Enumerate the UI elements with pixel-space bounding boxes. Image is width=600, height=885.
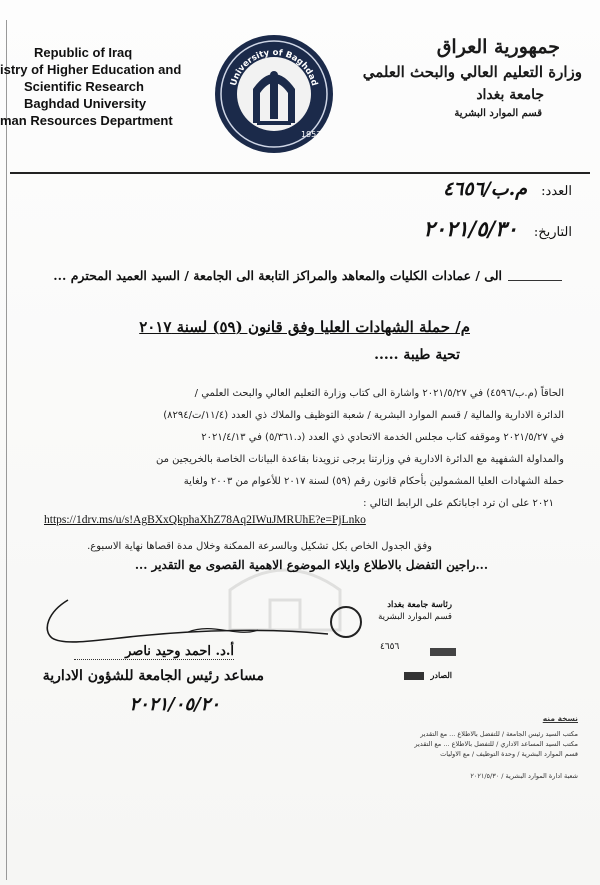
stamp-circle xyxy=(330,606,362,638)
closing-line: ...راجين التفضل بالاطلاع وايلاء الموضوع الاهمية القصوى مع التقدير ... xyxy=(134,558,488,572)
header-english-line: Scientific Research xyxy=(24,79,144,94)
copies-heading: نسخة منه xyxy=(542,714,578,723)
official-stamp xyxy=(330,600,588,696)
copies-block xyxy=(378,714,578,783)
stamp-bar xyxy=(430,648,456,656)
copies-line: شعبة ادارة الموارد البشرية / ٢٠٢١/٥/٣٠ xyxy=(470,772,578,780)
reference-date xyxy=(272,216,572,241)
header-arabic-title: جمهورية العراق xyxy=(436,36,560,58)
header-arabic-ministry: وزارة التعليم العالي والبحث العلمي xyxy=(362,63,582,81)
date-value: ٢٠٢١/٥/٣٠ xyxy=(423,216,518,241)
reference-number xyxy=(272,178,572,200)
header-arabic-university: جامعة بغداد xyxy=(476,87,544,103)
body-line: حملة الشهادات العليا المشمولين بأحكام قانون رقم (٥٩) لسنة ٢٠١٧ للأعوام من ٢٠٠٣ ولغاية xyxy=(183,476,564,487)
recipient-leader-line xyxy=(508,280,562,281)
header-english-line: Republic of Iraq xyxy=(34,45,133,60)
subject: م/ حملة الشهادات العليا وفق قانون (٥٩) لسنة ٢٠١٧ xyxy=(139,318,470,336)
stamp-blot xyxy=(404,672,424,680)
header-divider xyxy=(10,172,590,174)
body-line: والمداولة الشفهية مع الدائرة الادارية في وزارتنا يرجى تزويدنا بقاعدة البيانات الخاصة بالخريجين من xyxy=(156,454,564,465)
copies-line: قسم الموارد البشرية / وحدة التوظيف / مع الاوليات xyxy=(440,750,578,758)
header-english-line: istry of Higher Education and xyxy=(0,62,182,77)
header-english-line: Baghdad University xyxy=(24,96,147,111)
letter-body xyxy=(34,383,564,515)
copies-line: مكتب السيد رئيس الجامعة / للتفضل بالاطلاع ... مع التقدير xyxy=(420,730,578,738)
arabic-header xyxy=(352,34,582,122)
stamp-line: رئاسة جامعة بغداد xyxy=(387,600,452,610)
form-link[interactable]: https://1drv.ms/u/s!AgBXxQkphaXhZ78Aq2IWuJMRUhE?e=PjLnko xyxy=(44,514,366,526)
english-header xyxy=(0,44,200,129)
signatory-name: أ.د. احمد وحيد ناصر xyxy=(74,644,234,660)
body-line: الدائرة الادارية والمالية / قسم الموارد البشرية / شعبة التوظيف والملاك ذي العدد (١١/٤/ت/٨٢٩٤) xyxy=(163,410,564,421)
left-margin-line xyxy=(6,20,7,880)
university-seal xyxy=(213,33,335,155)
signatory-title: مساعد رئيس الجامعة للشؤون الادارية xyxy=(42,668,264,684)
seal-year: 1957 xyxy=(301,130,322,139)
stamp-number: ٤٦٥٦ xyxy=(380,642,400,652)
date-label: التاريخ: xyxy=(533,225,572,240)
number-value: م.ب/٤٦٥٦ xyxy=(442,178,528,200)
recipient: الى / عمادات الكليات والمعاهد والمراكز التابعة الى الجامعة / السيد العميد المحترم ... xyxy=(53,268,502,283)
signature-date: ٢٠٢١/٠٥/٢٠ xyxy=(129,694,220,715)
header-english-line: man Resources Department xyxy=(0,113,173,128)
stamp-line: قسم الموارد البشرية xyxy=(378,612,452,622)
seal-text: University of Baghdad xyxy=(228,47,320,88)
number-label: العدد: xyxy=(541,184,572,199)
body-line: ٢٠٢١ على ان ترد اجاباتكم على الرابط التالي : xyxy=(363,498,554,509)
body-line: في ٢٠٢١/٥/٢٧ وموقفه كتاب مجلس الخدمة الاتحادي ذي العدد (د.٥/٣٦١) في ٢٠٢١/٤/١٣ xyxy=(201,432,564,443)
body-line: الحاقاً (م.ب/٤٥٩٦) في ٢٠٢١/٥/٢٧ واشارة الى كتاب وزارة التعليم العالي والبحث العلمي / xyxy=(194,388,564,399)
copies-line: مكتب السيد المساعد الاداري / للتفضل بالاطلاع ... مع التقدير xyxy=(414,740,578,748)
stamp-outgoing: الصادر xyxy=(430,670,452,680)
greeting: تحية طيبة ..... xyxy=(374,347,460,363)
header-arabic-department: قسم الموارد البشرية xyxy=(454,108,542,119)
deadline-note: وفق الجدول الخاص بكل تشكيل وبالسرعة الممكنة وخلال مدة اقصاها نهاية الاسبوع. xyxy=(87,541,432,552)
